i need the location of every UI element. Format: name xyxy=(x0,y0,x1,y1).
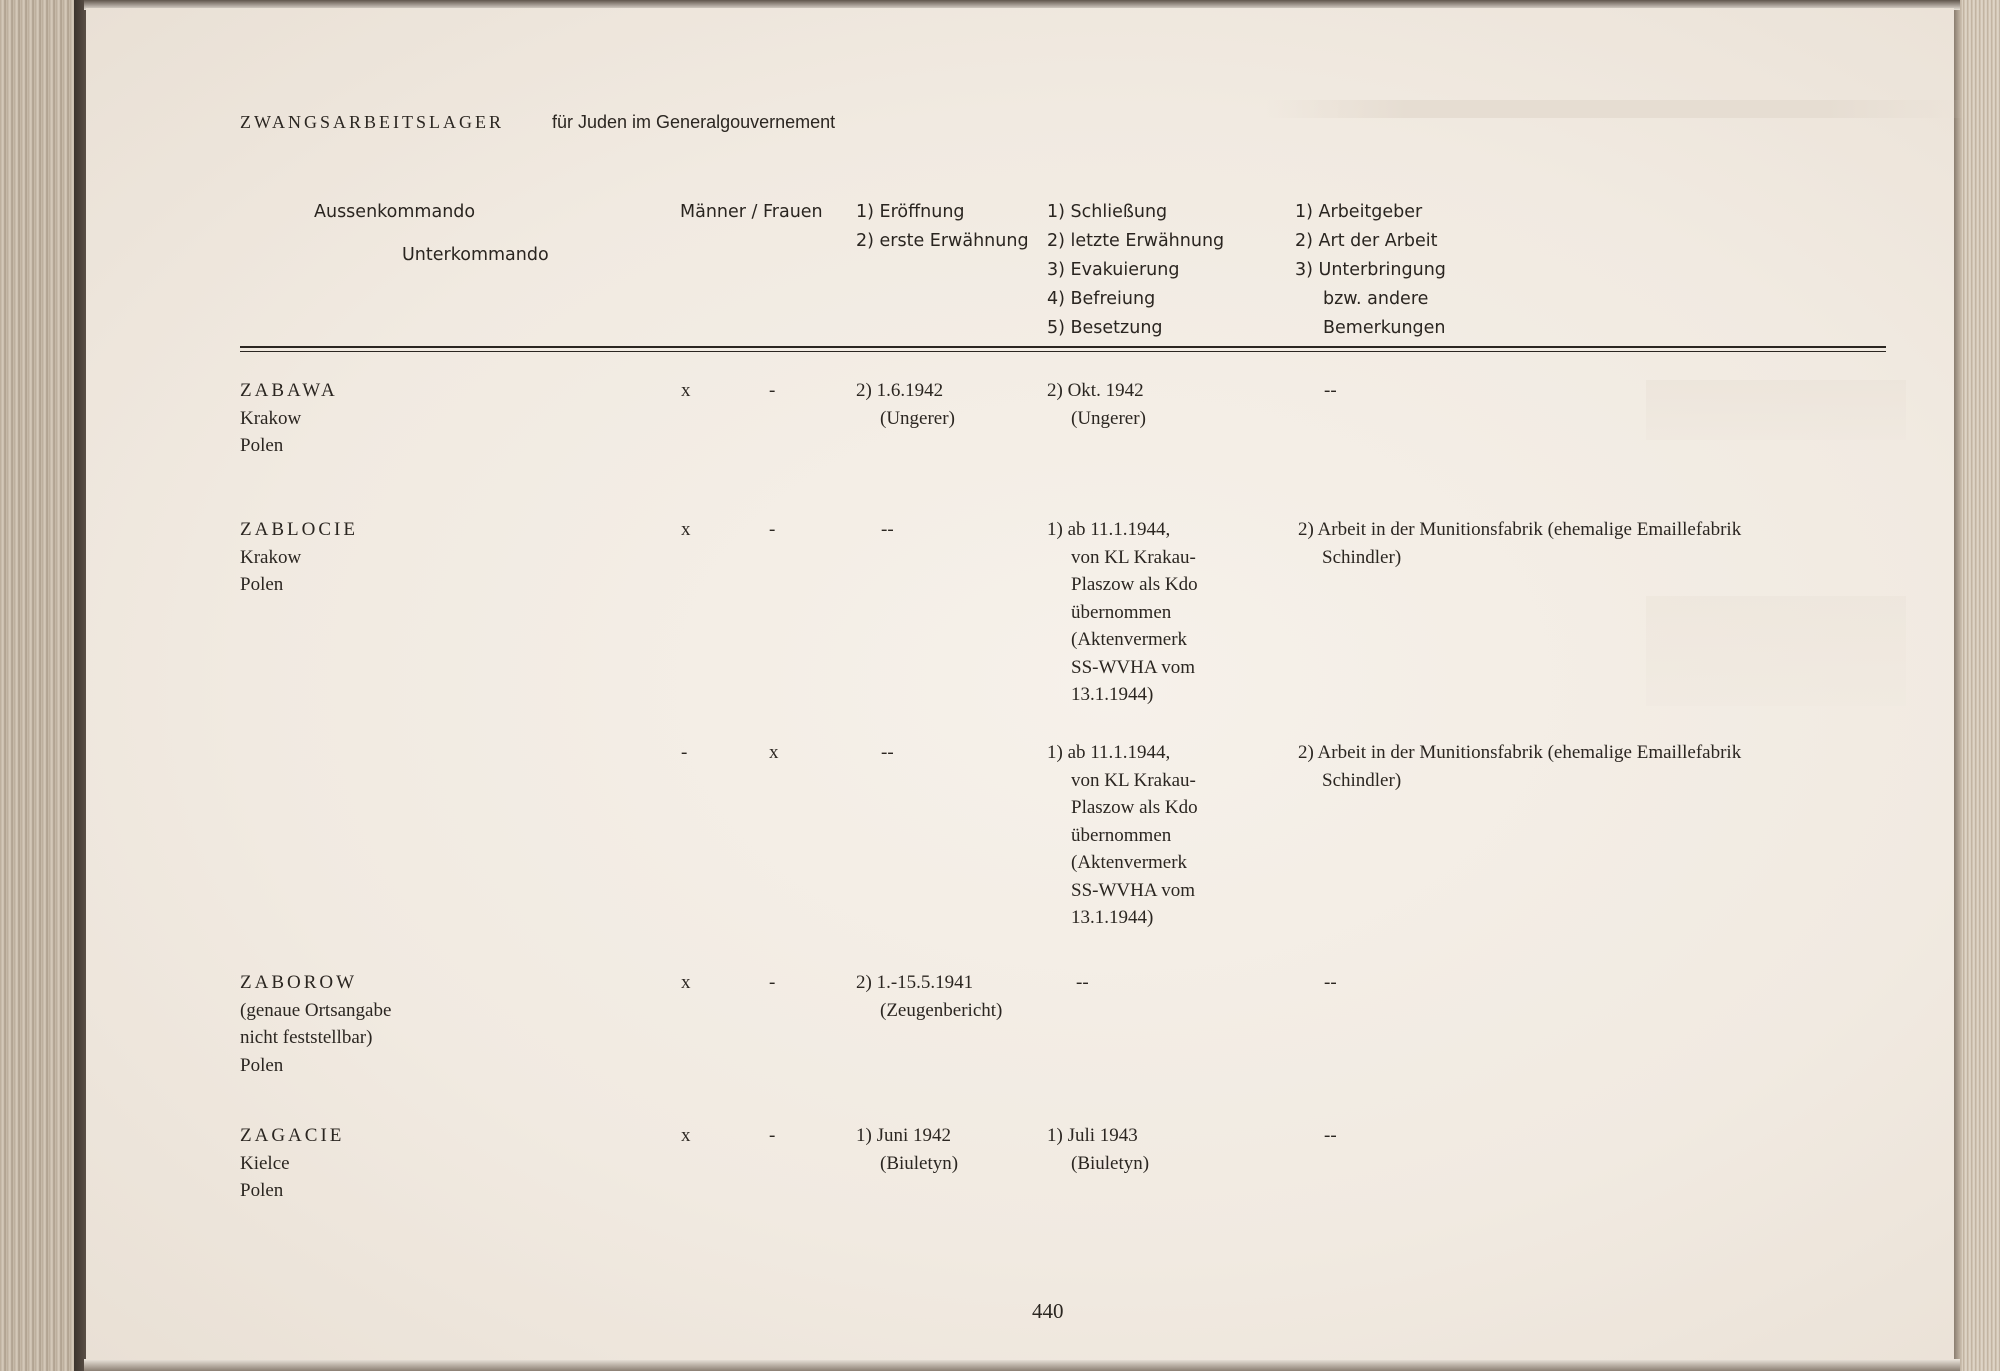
women-mark: - xyxy=(769,519,776,540)
closing-cell: -- xyxy=(1076,972,1089,993)
women-mark: - xyxy=(769,1125,776,1146)
place-line: Polen xyxy=(240,574,284,595)
cell-line: Schindler) xyxy=(1322,769,1402,791)
table-row-place xyxy=(240,516,358,599)
heading-line: 2) Art der Arbeit xyxy=(1295,231,1438,251)
closing-cell xyxy=(1047,1122,1149,1177)
men-mark: x xyxy=(681,519,691,540)
employer-cell: -- xyxy=(1324,1125,1337,1146)
cell-line: Plaszow als Kdo xyxy=(1071,574,1198,595)
employer-cell xyxy=(1298,516,1741,571)
closing-cell xyxy=(1047,739,1198,932)
heading-line: 3) Evakuierung xyxy=(1047,260,1180,280)
cell-line: (Ungerer) xyxy=(880,407,955,429)
page-subtitle: für Juden im Generalgouvernement xyxy=(552,112,836,132)
women-mark: x xyxy=(769,742,779,763)
cell-line: 1) ab 11.1.1944, xyxy=(1047,519,1171,540)
employer-cell: -- xyxy=(1324,380,1337,401)
cell-line: 13.1.1944) xyxy=(1071,684,1154,705)
employer-cell xyxy=(1298,739,1741,794)
place-line: (genaue Ortsangabe xyxy=(240,999,392,1021)
opening-cell xyxy=(856,1122,958,1177)
cell-line: 2) 1.6.1942 xyxy=(856,380,944,401)
women-mark: - xyxy=(769,972,776,993)
book-edge-right-shadow xyxy=(1954,0,1962,1371)
heading-line: 3) Unterbringung xyxy=(1295,260,1446,280)
column-heading-employer xyxy=(1295,198,1446,343)
table-row-place xyxy=(240,377,338,460)
cell-line: (Biuletyn) xyxy=(1071,1152,1150,1174)
book-page xyxy=(86,8,1954,1360)
book-edge-left xyxy=(0,0,84,1371)
heading-line: Bemerkungen xyxy=(1323,318,1446,338)
cell-line: Plaszow als Kdo xyxy=(1071,797,1198,818)
column-heading-aussenkommando: Aussenkommando xyxy=(314,202,476,222)
men-mark: x xyxy=(681,972,691,993)
cell-line: von KL Krakau- xyxy=(1071,769,1196,791)
cell-line: übernommen xyxy=(1071,824,1172,846)
cell-line: (Zeugenbericht) xyxy=(880,999,1003,1021)
place-name: ZABLOCIE xyxy=(240,519,358,540)
men-mark: x xyxy=(681,1125,691,1146)
bleed-through xyxy=(1646,596,1906,706)
place-line: Polen xyxy=(240,435,284,456)
heading-line: 5) Besetzung xyxy=(1047,318,1163,338)
bleed-through xyxy=(1266,100,1966,118)
cell-line: 13.1.1944) xyxy=(1071,907,1154,928)
opening-cell: -- xyxy=(881,519,894,540)
cell-line: 2) Arbeit in der Munitionsfabrik (ehemalige Emaillefabrik xyxy=(1298,742,1742,763)
place-line: Krakow xyxy=(240,546,302,568)
opening-cell: -- xyxy=(881,742,894,763)
cell-line: 2) Arbeit in der Munitionsfabrik (ehemalige Emaillefabrik xyxy=(1298,519,1742,540)
place-name: ZABAWA xyxy=(240,380,338,401)
cell-line: von KL Krakau- xyxy=(1071,546,1196,568)
cell-line: 1) ab 11.1.1944, xyxy=(1047,742,1171,763)
cell-line: SS-WVHA vom xyxy=(1071,656,1196,678)
closing-cell xyxy=(1047,377,1146,432)
men-mark: - xyxy=(681,742,688,763)
page-bottom-shadow xyxy=(84,1359,1960,1371)
cell-line: übernommen xyxy=(1071,601,1172,623)
heading-line: 1) Schließung xyxy=(1047,202,1168,222)
book-edge-right xyxy=(1960,0,2000,1371)
cell-line: 2) Okt. 1942 xyxy=(1047,380,1144,401)
page-number: 440 xyxy=(1032,1299,1064,1323)
heading-line: 2) letzte Erwähnung xyxy=(1047,231,1225,251)
book-gutter xyxy=(74,0,86,1371)
closing-cell xyxy=(1047,516,1198,709)
table-row-place xyxy=(240,969,391,1079)
women-mark: - xyxy=(769,380,776,401)
place-name: ZAGACIE xyxy=(240,1125,345,1146)
employer-cell: -- xyxy=(1324,972,1337,993)
column-heading-closing xyxy=(1047,198,1224,343)
opening-cell xyxy=(856,969,1002,1024)
bleed-through xyxy=(1646,380,1906,440)
heading-line: 4) Befreiung xyxy=(1047,289,1156,309)
header-rule xyxy=(240,351,1886,352)
place-line: nicht feststellbar) xyxy=(240,1027,373,1048)
place-line: Krakow xyxy=(240,407,302,429)
heading-line: bzw. andere xyxy=(1323,289,1429,309)
place-line: Kielce xyxy=(240,1152,290,1174)
cell-line: 2) 1.-15.5.1941 xyxy=(856,972,974,993)
cell-line: 1) Juli 1943 xyxy=(1047,1125,1138,1146)
cell-line: SS-WVHA vom xyxy=(1071,879,1196,901)
opening-cell xyxy=(856,377,955,432)
place-line: Polen xyxy=(240,1180,284,1201)
men-mark: x xyxy=(681,380,691,401)
cell-line: (Aktenvermerk xyxy=(1071,629,1188,650)
heading-line: 2) erste Erwähnung xyxy=(856,231,1029,251)
heading-line: 1) Arbeitgeber xyxy=(1295,202,1423,222)
header-rule xyxy=(240,346,1886,348)
cell-line: (Ungerer) xyxy=(1071,407,1146,429)
cell-line: 1) Juni 1942 xyxy=(856,1125,951,1146)
column-heading-opening xyxy=(856,198,1029,256)
cell-line: Schindler) xyxy=(1322,546,1402,568)
place-line: Polen xyxy=(240,1054,284,1076)
place-name: ZABOROW xyxy=(240,972,358,993)
column-heading-maenner-frauen: Männer / Frauen xyxy=(680,202,823,222)
table-row-place xyxy=(240,1122,344,1205)
column-heading-unterkommando: Unterkommando xyxy=(402,245,549,265)
cell-line: (Aktenvermerk xyxy=(1071,852,1188,873)
heading-line: 1) Eröffnung xyxy=(856,202,965,222)
page-title: ZWANGSARBEITSLAGER xyxy=(240,112,504,132)
cell-line: (Biuletyn) xyxy=(880,1152,959,1174)
